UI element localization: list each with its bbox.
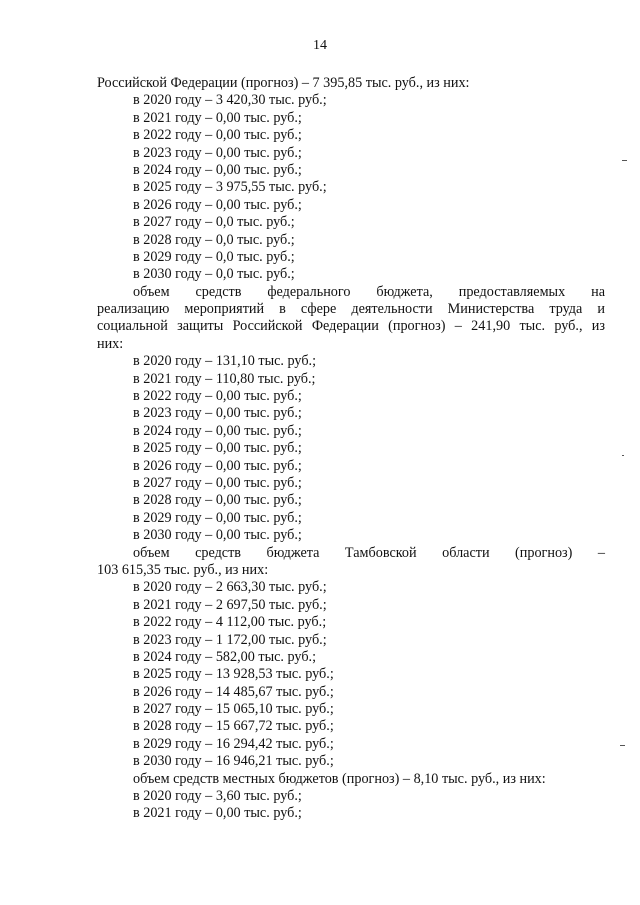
section3-year-2023: в 2023 году – 1 172,00 тыс. руб.; bbox=[133, 631, 327, 648]
section2-line-2: реализацию мероприятий в сфере деятельности Министерства труда и bbox=[97, 301, 605, 318]
document-body bbox=[97, 75, 605, 823]
section3-line-2: 103 615,35 тыс. руб., из них: bbox=[97, 561, 269, 578]
section3-year-2021: в 2021 году – 2 697,50 тыс. руб.; bbox=[133, 596, 327, 613]
section3-year-2025: в 2025 году – 13 928,53 тыс. руб.; bbox=[133, 666, 334, 683]
section1-year-2025: в 2025 году – 3 975,55 тыс. руб.; bbox=[133, 179, 327, 196]
section3-year-2030: в 2030 году – 16 946,21 тыс. руб.; bbox=[133, 753, 334, 770]
section3-year-2020: в 2020 году – 2 663,30 тыс. руб.; bbox=[133, 579, 327, 596]
section2-year-2029: в 2029 году – 0,00 тыс. руб.; bbox=[133, 509, 302, 526]
section1-year-2027: в 2027 году – 0,0 тыс. руб.; bbox=[133, 214, 295, 231]
section2-year-2022: в 2022 году – 0,00 тыс. руб.; bbox=[133, 388, 302, 405]
scan-mark bbox=[622, 160, 627, 161]
section2-line-4: них: bbox=[97, 335, 124, 352]
section2-year-2020: в 2020 году – 131,10 тыс. руб.; bbox=[133, 353, 317, 370]
section2-year-2026: в 2026 году – 0,00 тыс. руб.; bbox=[133, 457, 302, 474]
page-number: 14 bbox=[313, 38, 327, 53]
section2-line-1: объем средств федерального бюджета, предоставляемых на bbox=[133, 283, 605, 300]
section2-year-2027: в 2027 году – 0,00 тыс. руб.; bbox=[133, 474, 302, 491]
section2-year-2021: в 2021 году – 110,80 тыс. руб.; bbox=[133, 370, 316, 387]
section2-year-2025: в 2025 году – 0,00 тыс. руб.; bbox=[133, 440, 302, 457]
section2-year-2030: в 2030 году – 0,00 тыс. руб.; bbox=[133, 527, 302, 544]
section1-year-2030: в 2030 году – 0,0 тыс. руб.; bbox=[133, 266, 295, 283]
section1-year-2028: в 2028 году – 0,0 тыс. руб.; bbox=[133, 231, 295, 248]
section2-line-3: социальной защиты Российской Федерации (прогноз) – 241,90 тыс. руб., из bbox=[97, 318, 605, 335]
section2-year-2028: в 2028 году – 0,00 тыс. руб.; bbox=[133, 492, 302, 509]
section3-year-2026: в 2026 году – 14 485,67 тыс. руб.; bbox=[133, 683, 334, 700]
section4-intro: объем средств местных бюджетов (прогноз) – 8,10 тыс. руб., из них: bbox=[133, 770, 546, 787]
section1-year-2022: в 2022 году – 0,00 тыс. руб.; bbox=[133, 127, 302, 144]
section4-year-2021: в 2021 году – 0,00 тыс. руб.; bbox=[133, 805, 302, 822]
section1-year-2020: в 2020 году – 3 420,30 тыс. руб.; bbox=[133, 92, 327, 109]
section3-year-2022: в 2022 году – 4 112,00 тыс. руб.; bbox=[133, 614, 327, 631]
section3-line-1: объем средств бюджета Тамбовской области (прогноз) – bbox=[133, 544, 605, 561]
section3-year-2028: в 2028 году – 15 667,72 тыс. руб.; bbox=[133, 718, 334, 735]
section2-year-2024: в 2024 году – 0,00 тыс. руб.; bbox=[133, 422, 302, 439]
section3-year-2024: в 2024 году – 582,00 тыс. руб.; bbox=[133, 648, 317, 665]
section1-intro: Российской Федерации (прогноз) – 7 395,85 тыс. руб., из них: bbox=[97, 75, 470, 91]
section1-year-2021: в 2021 году – 0,00 тыс. руб.; bbox=[133, 109, 302, 126]
section1-year-2029: в 2029 году – 0,0 тыс. руб.; bbox=[133, 248, 295, 265]
scan-mark bbox=[622, 455, 624, 456]
section4-year-2020: в 2020 году – 3,60 тыс. руб.; bbox=[133, 788, 302, 805]
section3-year-2029: в 2029 году – 16 294,42 тыс. руб.; bbox=[133, 735, 334, 752]
section3-paragraph bbox=[97, 545, 605, 580]
scan-mark bbox=[620, 745, 625, 746]
section3-year-2027: в 2027 году – 15 065,10 тыс. руб.; bbox=[133, 701, 334, 718]
section1-year-2023: в 2023 году – 0,00 тыс. руб.; bbox=[133, 144, 302, 161]
section2-paragraph bbox=[97, 284, 605, 354]
section1-year-2026: в 2026 году – 0,00 тыс. руб.; bbox=[133, 196, 302, 213]
section2-year-2023: в 2023 году – 0,00 тыс. руб.; bbox=[133, 405, 302, 422]
section1-year-2024: в 2024 году – 0,00 тыс. руб.; bbox=[133, 161, 302, 178]
